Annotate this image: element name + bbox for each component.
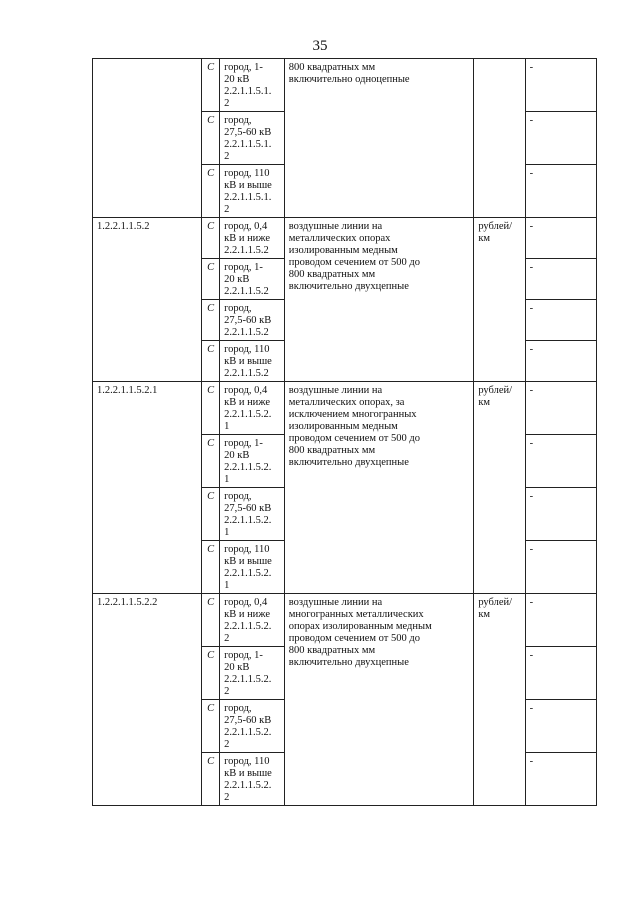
unit-cell: [474, 59, 525, 218]
table-row: [93, 218, 597, 259]
category-cell: С: [202, 112, 220, 165]
value-cell: -: [525, 541, 596, 594]
value-cell: -: [525, 700, 596, 753]
category-cell: С: [202, 594, 220, 647]
description-cell: 800 квадратных мм включительно одноцепные: [284, 59, 474, 218]
description-cell: воздушные линии на металлических опорах изолированным медным проводом сечением от 500 до 800 квадратных мм включительно двухцепные: [284, 218, 474, 382]
page-number: 35: [312, 38, 328, 54]
description-cell: воздушные линии на многогранных металлических опорах изолированным медным проводом сечением от 500 до 800 квадратных мм включительно двухцепные: [284, 594, 474, 806]
category-cell: С: [202, 218, 220, 259]
value-cell: -: [525, 259, 596, 300]
category-cell: С: [202, 259, 220, 300]
value-cell: -: [525, 382, 596, 435]
category-cell: С: [202, 165, 220, 218]
value-cell: -: [525, 647, 596, 700]
unit-cell: рублей/ км: [474, 382, 525, 594]
value-cell: -: [525, 300, 596, 341]
item-code-cell: [93, 59, 202, 218]
voltage-name-cell: город, 1- 20 кВ 2.2.1.1.5.2. 2: [220, 647, 285, 700]
category-cell: С: [202, 59, 220, 112]
value-cell: -: [525, 112, 596, 165]
item-code-cell: 1.2.2.1.1.5.2.1: [93, 382, 202, 594]
item-code-cell: 1.2.2.1.1.5.2: [93, 218, 202, 382]
category-cell: С: [202, 435, 220, 488]
voltage-name-cell: город, 27,5-60 кВ 2.2.1.1.5.2. 2: [220, 700, 285, 753]
table-row: [93, 594, 597, 647]
voltage-name-cell: город, 27,5-60 кВ 2.2.1.1.5.1. 2: [220, 112, 285, 165]
value-cell: -: [525, 218, 596, 259]
value-cell: -: [525, 59, 596, 112]
value-cell: -: [525, 594, 596, 647]
category-cell: С: [202, 488, 220, 541]
tariff-table: [92, 58, 597, 806]
voltage-name-cell: город, 0,4 кВ и ниже 2.2.1.1.5.2: [220, 218, 285, 259]
category-cell: С: [202, 341, 220, 382]
voltage-name-cell: город, 110 кВ и выше 2.2.1.1.5.2: [220, 341, 285, 382]
voltage-name-cell: город, 1- 20 кВ 2.2.1.1.5.2: [220, 259, 285, 300]
value-cell: -: [525, 341, 596, 382]
voltage-name-cell: город, 110 кВ и выше 2.2.1.1.5.2. 1: [220, 541, 285, 594]
voltage-name-cell: город, 27,5-60 кВ 2.2.1.1.5.2. 1: [220, 488, 285, 541]
description-cell: воздушные линии на металлических опорах, за исключением многогранных изолированным медным проводом сечением от 500 до 800 квадратных мм включительно двухцепные: [284, 382, 474, 594]
category-cell: С: [202, 647, 220, 700]
value-cell: -: [525, 488, 596, 541]
table-row: [93, 382, 597, 435]
category-cell: С: [202, 753, 220, 806]
category-cell: С: [202, 541, 220, 594]
category-cell: С: [202, 300, 220, 341]
unit-cell: рублей/ км: [474, 594, 525, 806]
category-cell: С: [202, 382, 220, 435]
voltage-name-cell: город, 1- 20 кВ 2.2.1.1.5.1. 2: [220, 59, 285, 112]
value-cell: -: [525, 165, 596, 218]
voltage-name-cell: город, 110 кВ и выше 2.2.1.1.5.1. 2: [220, 165, 285, 218]
category-cell: С: [202, 700, 220, 753]
voltage-name-cell: город, 0,4 кВ и ниже 2.2.1.1.5.2. 2: [220, 594, 285, 647]
table-row: [93, 59, 597, 112]
value-cell: -: [525, 435, 596, 488]
tariff-table-body: [93, 59, 597, 806]
value-cell: -: [525, 753, 596, 806]
item-code-cell: 1.2.2.1.1.5.2.2: [93, 594, 202, 806]
voltage-name-cell: город, 27,5-60 кВ 2.2.1.1.5.2: [220, 300, 285, 341]
voltage-name-cell: город, 0,4 кВ и ниже 2.2.1.1.5.2. 1: [220, 382, 285, 435]
voltage-name-cell: город, 1- 20 кВ 2.2.1.1.5.2. 1: [220, 435, 285, 488]
voltage-name-cell: город, 110 кВ и выше 2.2.1.1.5.2. 2: [220, 753, 285, 806]
unit-cell: рублей/ км: [474, 218, 525, 382]
